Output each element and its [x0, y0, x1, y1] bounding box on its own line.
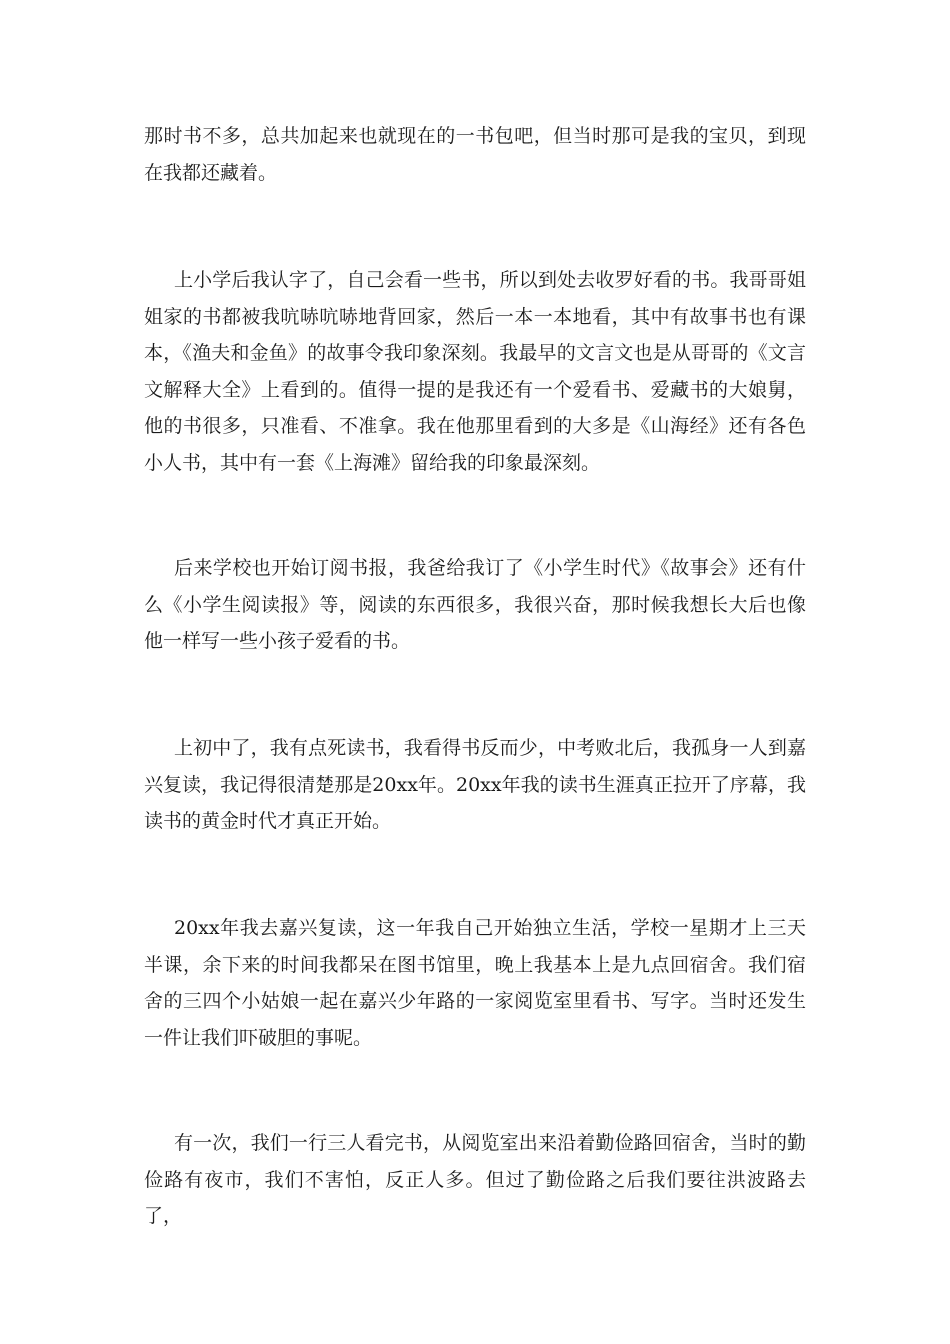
- paragraph-5: 20xx年我去嘉兴复读，这一年我自己开始独立生活，学校一星期才上三天半课，余下来的时间我都呆在图书馆里，晚上我基本上是九点回宿舍。我们宿舍的三四个小姑娘一起在嘉兴少年路的一家阅览室里看书、写字。当时还发生一件让我们吓破胆的事呢。: [144, 917, 806, 1049]
- paragraph-4: 上初中了，我有点死读书，我看得书反而少，中考败北后，我孤身一人到嘉兴复读，我记得很清楚那是20xx年。20xx年我的读书生涯真正拉开了序幕，我读书的黄金时代才真正开始。: [144, 737, 806, 832]
- paragraph-2: 上小学后我认字了，自己会看一些书，所以到处去收罗好看的书。我哥哥姐姐家的书都被我吭哧吭哧地背回家，然后一本一本地看，其中有故事书也有课本，《渔夫和金鱼》的故事令我印象深刻。我最早的文言文也是从哥哥的《文言文解释大全》上看到的。值得一提的是我还有一个爱看书、爱藏书的大娘舅，他的书很多，只准看、不准拿。我在他那里看到的大多是《山海经》还有各色小人书，其中有一套《上海滩》留给我的印象最深刻。: [144, 269, 806, 474]
- paragraph-3: 后来学校也开始订阅书报，我爸给我订了《小学生时代》《故事会》还有什么《小学生阅读报》等，阅读的东西很多，我很兴奋，那时候我想长大后也像他一样写一些小孩子爱看的书。: [144, 557, 806, 652]
- paragraph-6: 有一次，我们一行三人看完书，从阅览室出来沿着勤俭路回宿舍，当时的勤俭路有夜市，我们不害怕，反正人多。但过了勤俭路之后我们要往洪波路去了，: [144, 1132, 806, 1227]
- paragraph-1: 那时书不多，总共加起来也就现在的一书包吧，但当时那可是我的宝贝，到现在我都还藏着。: [144, 125, 806, 184]
